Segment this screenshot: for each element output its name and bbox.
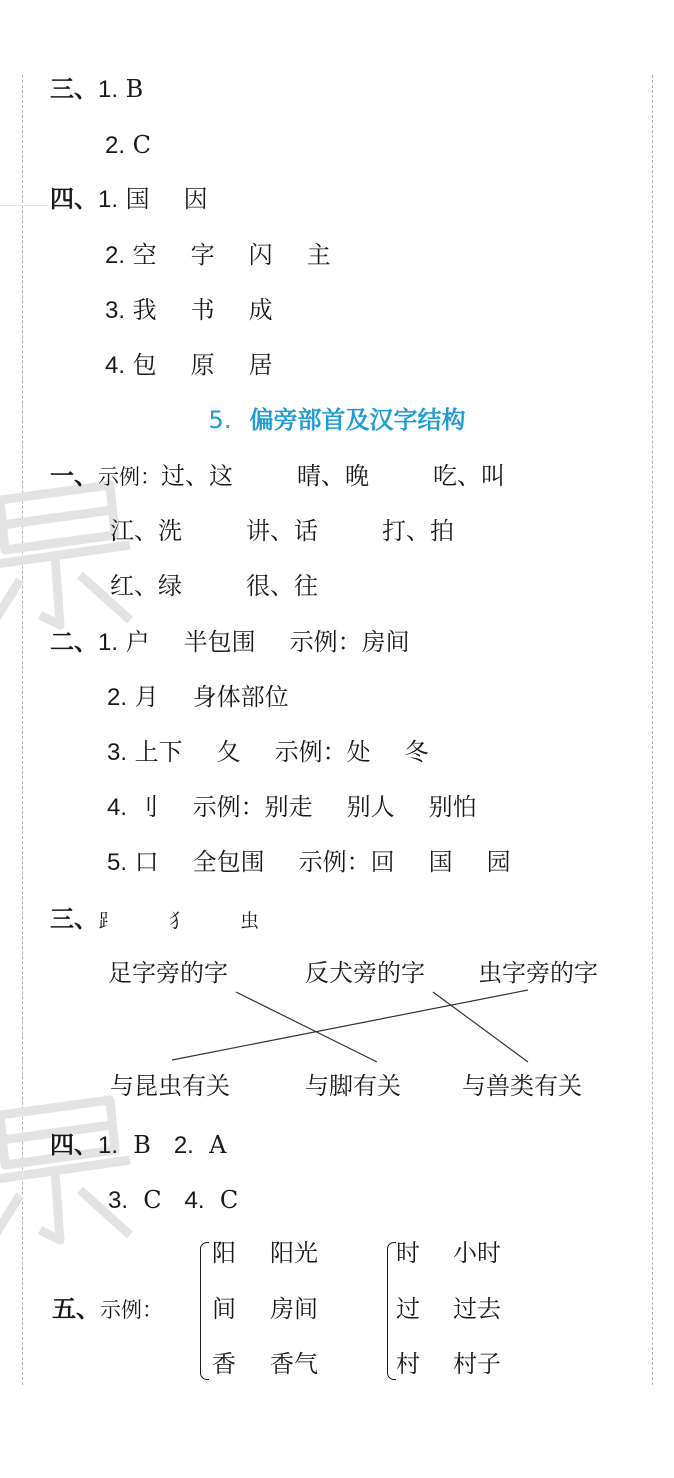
group-a-char-2: 间 bbox=[212, 1295, 236, 1323]
structure-answer: 全包围 bbox=[192, 848, 265, 876]
answer-char: 包 bbox=[132, 351, 157, 379]
answer-char: 书 bbox=[190, 296, 215, 324]
group-b-word-2: 过去 bbox=[453, 1295, 501, 1323]
answer-char: 字 bbox=[190, 241, 215, 269]
match-bottom-foot: 与脚有关 bbox=[305, 1072, 401, 1100]
example-answer: 示例：房间 bbox=[289, 628, 410, 656]
section-marker: 一、 bbox=[50, 462, 98, 490]
example-pair: 晴、晚 bbox=[297, 462, 369, 490]
group-b-word-1: 小时 bbox=[453, 1239, 501, 1267]
item-number: 2. bbox=[173, 1132, 194, 1159]
group-b-word-3: 村子 bbox=[453, 1350, 501, 1378]
item-number: 3. bbox=[108, 1187, 129, 1214]
meaning-answer: 身体部位 bbox=[192, 683, 289, 711]
example-pair: 打、拍 bbox=[382, 517, 454, 545]
section-marker: 三、 bbox=[50, 905, 98, 933]
section-marker: 二、 bbox=[50, 628, 98, 656]
example-pair: 过、这 bbox=[161, 462, 233, 490]
answer-value: C bbox=[132, 131, 152, 159]
brace-right-group bbox=[387, 1242, 396, 1380]
group-b-char-1: 时 bbox=[396, 1239, 420, 1267]
answer-value: B bbox=[125, 75, 144, 103]
group-a-word-1: 阳光 bbox=[270, 1239, 318, 1267]
answer-char: 因 bbox=[183, 185, 208, 213]
lesson-title: 偏旁部首及汉字结构 bbox=[249, 406, 466, 434]
section-marker: 五、 bbox=[52, 1295, 100, 1323]
radical-foot: ⻊ bbox=[98, 910, 118, 932]
answer-char: 成 bbox=[248, 296, 273, 324]
group-a-char-3: 香 bbox=[212, 1350, 236, 1378]
example-answer: 园 bbox=[486, 848, 511, 876]
item-number: 4. bbox=[107, 794, 128, 821]
item-number: 5. bbox=[107, 849, 128, 876]
item-number: 3. bbox=[107, 739, 128, 766]
item-number: 2. bbox=[105, 132, 126, 159]
example-pair: 讲、话 bbox=[246, 517, 318, 545]
item-number: 1. bbox=[98, 629, 119, 656]
example-answer: 冬 bbox=[404, 738, 429, 766]
example-prefix: 示例： bbox=[100, 1298, 163, 1322]
example-answer: 示例：回 bbox=[298, 848, 395, 876]
example-answer: 国 bbox=[428, 848, 453, 876]
radical-answer: 刂 bbox=[134, 793, 159, 821]
example-answer: 示例：处 bbox=[274, 738, 371, 766]
group-a-word-2: 房间 bbox=[270, 1295, 318, 1323]
radical-answer: 月 bbox=[134, 683, 159, 711]
match-bottom-insects: 与昆虫有关 bbox=[110, 1072, 230, 1100]
radical-answer: 口 bbox=[134, 848, 159, 876]
item-number: 2. bbox=[107, 684, 128, 711]
structure-answer: 半包围 bbox=[183, 628, 256, 656]
answer-char: 居 bbox=[248, 351, 273, 379]
part5-label bbox=[52, 1294, 163, 1325]
part4-row-1 bbox=[50, 1130, 226, 1161]
lesson-number: 5. bbox=[208, 406, 232, 434]
radical-answer: 夂 bbox=[216, 738, 241, 766]
match-line-dog bbox=[433, 992, 528, 1062]
brace-left-group bbox=[200, 1242, 209, 1380]
example-pair: 江、洗 bbox=[110, 517, 182, 545]
match-top-dog: 反犬旁的字 bbox=[305, 959, 425, 987]
item-number: 4. bbox=[184, 1187, 205, 1214]
answer-value: C bbox=[219, 1186, 239, 1214]
radical-answer: 户 bbox=[125, 628, 150, 656]
group-a-char-1: 阳 bbox=[212, 1239, 236, 1267]
item-number: 4. bbox=[105, 352, 126, 379]
answer-char: 原 bbox=[190, 351, 215, 379]
group-a-word-3: 香气 bbox=[270, 1350, 318, 1378]
match-bottom-beasts: 与兽类有关 bbox=[462, 1072, 582, 1100]
example-answer: 示例：别走 bbox=[192, 793, 313, 821]
part4-row-2 bbox=[108, 1185, 238, 1216]
answer-value: C bbox=[143, 1186, 162, 1214]
match-top-insect: 虫字旁的字 bbox=[478, 959, 598, 987]
group-b-char-3: 村 bbox=[396, 1350, 420, 1378]
section-marker: 四、 bbox=[50, 185, 98, 213]
answer-char: 主 bbox=[306, 241, 331, 269]
item-number: 2. bbox=[105, 242, 126, 269]
example-pair: 很、往 bbox=[246, 572, 318, 600]
answer-char: 我 bbox=[132, 296, 157, 324]
item-number: 1. bbox=[98, 186, 119, 213]
example-answer: 别人 bbox=[346, 793, 395, 821]
answer-value: A bbox=[209, 1131, 227, 1159]
answer-value: B bbox=[133, 1131, 151, 1159]
item-number: 1. bbox=[98, 1132, 119, 1159]
match-line-foot bbox=[236, 992, 377, 1062]
radical-dog: 犭 bbox=[169, 910, 189, 932]
example-prefix: 示例： bbox=[98, 465, 161, 489]
example-pair: 吃、叫 bbox=[433, 462, 505, 490]
radical-insect: 虫 bbox=[240, 910, 260, 932]
match-line-insect bbox=[172, 990, 528, 1060]
example-pair: 红、绿 bbox=[110, 572, 182, 600]
example-answer: 别怕 bbox=[428, 793, 477, 821]
item-number: 3. bbox=[105, 297, 126, 324]
item-number: 1. bbox=[98, 76, 119, 103]
answer-char: 国 bbox=[125, 185, 150, 213]
section-marker: 四、 bbox=[50, 1131, 98, 1159]
match-top-foot: 足字旁的字 bbox=[108, 959, 228, 987]
answer-char: 空 bbox=[132, 241, 157, 269]
section-marker: 三、 bbox=[50, 75, 98, 103]
structure-answer: 上下 bbox=[134, 738, 183, 766]
answer-char: 闪 bbox=[248, 241, 273, 269]
group-b-char-2: 过 bbox=[396, 1295, 420, 1323]
